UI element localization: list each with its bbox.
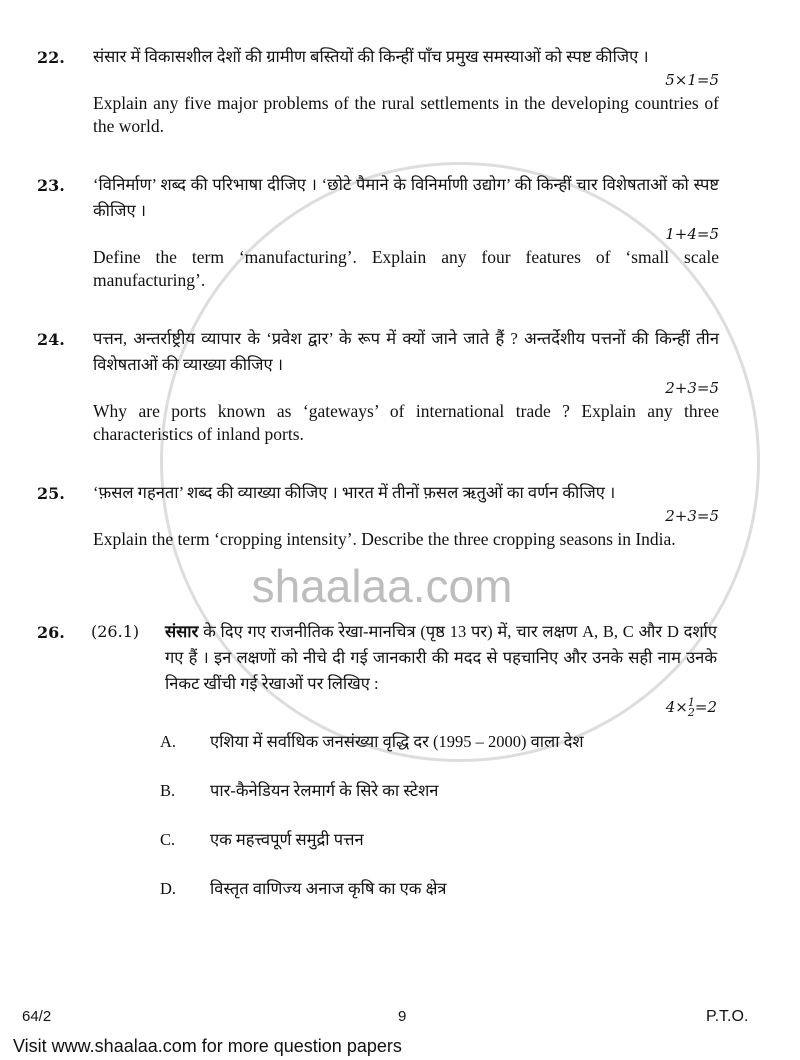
item-text: एक महत्त्वपूर्ण समुद्री पत्तन: [210, 830, 364, 849]
question-23: [37, 172, 727, 292]
paper-code: 64/2: [22, 1008, 52, 1025]
question-26: [37, 619, 727, 718]
item-text: विस्तृत वाणिज्य अनाज कृषि का एक क्षेत्र: [210, 879, 447, 898]
question-number: 26.: [37, 623, 65, 642]
item-letter: B.: [160, 781, 176, 800]
question-english: Explain the term ‘cropping intensity’. Describe the three cropping seasons in India.: [93, 529, 676, 549]
question-number: 25.: [37, 484, 65, 503]
marks-prefix: 4×: [665, 698, 688, 716]
question-marks: 5×1=5: [665, 71, 719, 89]
marks-suffix: =2: [694, 698, 717, 716]
question-marks: [37, 697, 717, 718]
question-english: Explain any five major problems of the rural settlements in the developing countries of the world.: [93, 93, 719, 136]
question-english: Why are ports known as ‘gateways’ of international trade ? Explain any three characteristics of inland ports.: [93, 401, 719, 444]
visit-link[interactable]: Visit www.shaalaa.com for more question papers: [13, 1036, 402, 1056]
question-number: 22.: [37, 48, 65, 67]
question-english: Define the term ‘manufacturing’. Explain any four features of ‘small scale manufacturing’.: [93, 247, 719, 290]
item-letter: D.: [160, 879, 177, 898]
question-marks: 2+3=5: [665, 379, 719, 397]
item-letter: C.: [160, 830, 176, 849]
fraction-denominator: 2: [687, 706, 695, 719]
sub-question-number: (26.1): [91, 622, 140, 641]
question-hindi: पत्तन, अन्तर्राष्ट्रीय व्यापार के ‘प्रवेश द्वार’ के रूप में क्यों जाने जाते हैं ? अन्तर्देशीय पत्तनों की किन्हीं तीन विशेषताओं की व्याख्या कीजिए ।: [93, 329, 719, 374]
question-hindi: ‘विनिर्माण’ शब्द की परिभाषा दीजिए । ‘छोटे पैमाने के विनिर्माणी उद्योग’ की किन्हीं चार विशेषताओं को स्पष्ट कीजिए ।: [93, 175, 719, 220]
item-letter: A.: [160, 732, 177, 751]
question-hindi: संसार में विकासशील देशों की ग्रामीण बस्तियों की किन्हीं पाँच प्रमुख समस्याओं को स्पष्ट कीजिए ।: [93, 47, 649, 66]
question-text: के दिए गए राजनीतिक रेखा-मानचित्र (पृष्ठ 13 पर) में, चार लक्षण A, B, C और D दर्शाए गए हैं । इन लक्षणों को नीचे दी गई जानकारी की मदद से पहचानिए और उनके सही नाम उनके निकट खींची गई रेखाओं पर लिखिए :: [165, 622, 717, 693]
question-25: [37, 480, 727, 551]
fraction: [688, 698, 695, 718]
question-22: [37, 44, 727, 138]
questions-container: [37, 44, 727, 926]
question-marks: 2+3=5: [665, 507, 719, 525]
question-marks: 1+4=5: [665, 225, 719, 243]
page-number: 9: [398, 1008, 407, 1025]
item-text: एशिया में सर्वाधिक जनसंख्या वृद्धि दर (1995 – 2000) वाला देश: [210, 732, 584, 751]
question-number: 24.: [37, 330, 65, 349]
watermark-text: shaalaa.com: [251, 560, 513, 612]
pto-label: P.T.O.: [706, 1008, 749, 1025]
bold-word: संसार: [165, 622, 199, 641]
item-text: पार-कैनेडियन रेलमार्ग के सिरे का स्टेशन: [210, 781, 439, 800]
list-item: [160, 828, 727, 852]
question-24: [37, 326, 727, 446]
question-hindi: ‘फ़सल गहनता’ शब्द की व्याख्या कीजिए । भारत में तीनों फ़सल ऋतुओं का वर्णन कीजिए ।: [93, 483, 616, 502]
question-number: 23.: [37, 176, 65, 195]
list-item: [160, 877, 727, 901]
list-item: [160, 779, 727, 803]
fraction-numerator: 1: [687, 696, 695, 709]
question-hindi: [165, 619, 717, 697]
list-item: [160, 730, 727, 754]
